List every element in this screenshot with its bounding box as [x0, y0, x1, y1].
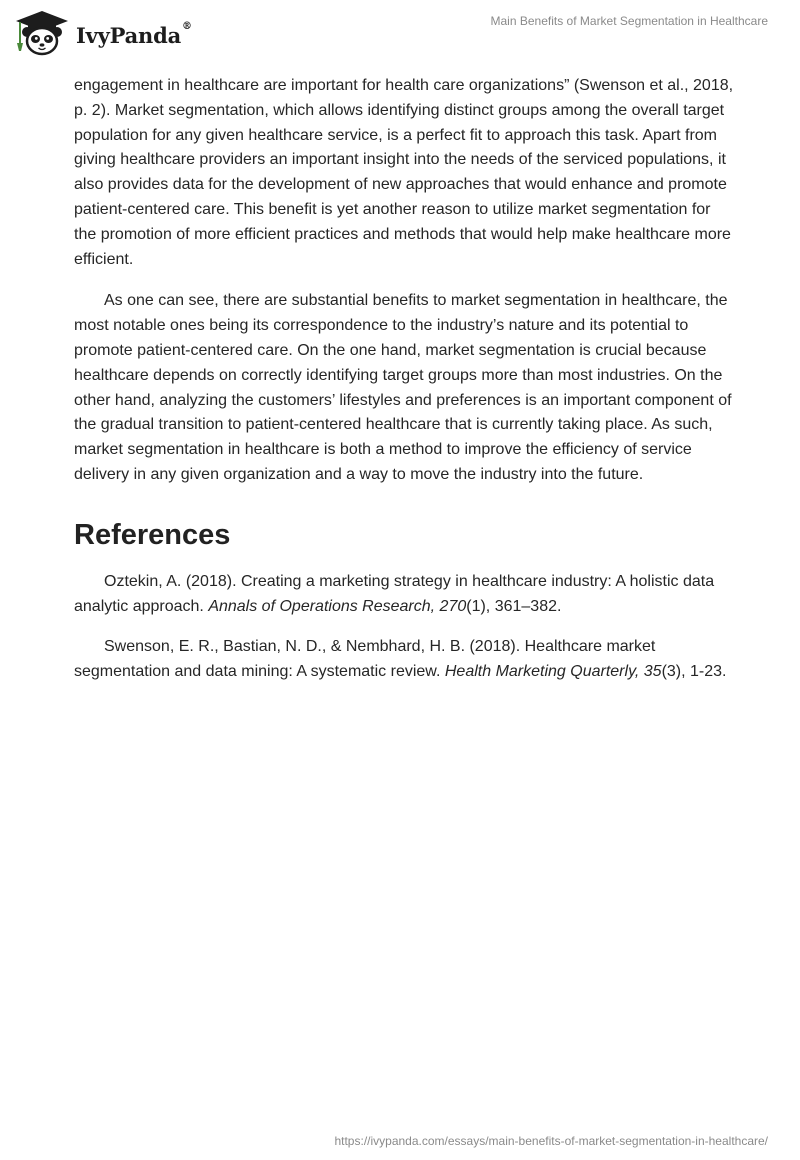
reference-item-2 [74, 635, 734, 685]
reference-item-1 [74, 570, 734, 620]
reference-journal: Annals of Operations Research, 270 [208, 597, 467, 615]
brand-name [76, 20, 192, 48]
essay-content [74, 74, 734, 701]
reference-text: Oztekin, A. (2018). Creating a marketing strategy in healthcare industry: A holistic data analytic approach. [74, 572, 715, 615]
ivypanda-logo[interactable] [14, 8, 192, 58]
body-paragraph-2: As one can see, there are substantial benefits to market segmentation in healthcare, the most notable ones being its correspondence to the industry’s nature and its potential to promote patient-centered care. On the one hand, market segmentation is crucial because healthcare depends on correctly identifying target groups more than most industries. On the other hand, analyzing the customers’ lifestyles and preferences is an important component of the gradual transition to patient-centered healthcare that is currently taking place. As such, market segmentation in healthcare is both a method to improve the efficiency of service delivery in any given organization and a way to move the industry into the future. [74, 292, 732, 483]
body-paragraph-1: engagement in healthcare are important for health care organizations” (Swenson et al., 2018, p. 2). Market segmentation, which allows identifying distinct groups among the overall target population for any given healthcare service, is a perfect fit to approach this task. Apart from giving healthcare providers an important insight into the needs of the serviced populations, it also provides data for the development of new approaches that would enhance and promote patient-centered care. This benefit is yet another reason to utilize market segmentation for the promotion of more efficient practices and methods that would help make healthcare more efficient. [74, 77, 734, 268]
references-heading: References [74, 518, 231, 551]
reference-journal: Health Marketing Quarterly, 35 [444, 663, 662, 681]
running-title: Main Benefits of Market Segmentation in Healthcare [490, 14, 768, 28]
page-header [0, 0, 800, 66]
panda-graduate-logo-icon [14, 9, 70, 57]
reference-text: Swenson, E. R., Bastian, N. D., & Nembhard, H. B. (2018). Healthcare market segmentation and data mining: A systematic review. [74, 638, 656, 681]
brand-name-text: IvyPanda [76, 22, 182, 48]
footer-url[interactable]: https://ivypanda.com/essays/main-benefits-of-market-segmentation-in-healthcare/ [334, 1134, 768, 1148]
reference-pages: (1), 361–382. [466, 597, 562, 615]
reference-pages: (3), 1-23. [661, 663, 727, 681]
registered-mark: ® [182, 20, 192, 32]
